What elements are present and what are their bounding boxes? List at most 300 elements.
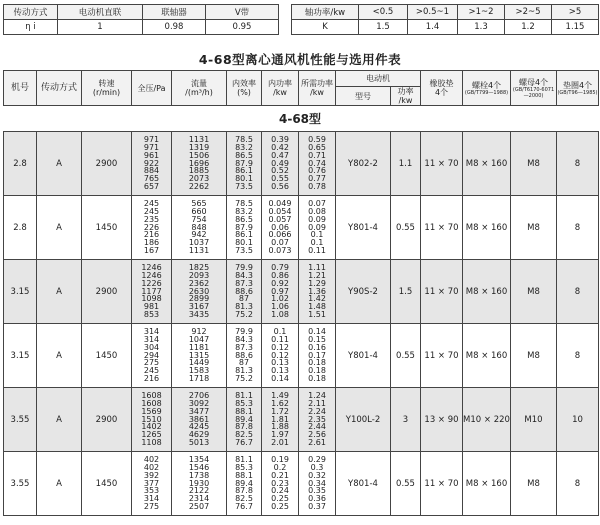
stack-value: 1108 <box>141 438 162 448</box>
stack-value: 0.34 <box>308 478 326 488</box>
cell-pressure <box>172 452 227 516</box>
cell-machine-no: 3.55 <box>4 452 37 516</box>
stack-value: 87 <box>238 294 250 304</box>
header-washer-label: 垫圈4个 <box>562 80 593 90</box>
value-stack <box>227 264 261 319</box>
stack-value: 402 <box>143 462 160 472</box>
cell-required-power <box>299 196 336 260</box>
stack-value: 2073 <box>188 174 210 184</box>
stack-value: 86.1 <box>235 166 253 176</box>
value-stack <box>172 136 226 191</box>
stack-value: 1131 <box>188 134 210 144</box>
table-cell: 0.98 <box>143 20 206 35</box>
header-rubber-pad-count: 4个 <box>434 88 449 97</box>
stack-value: 275 <box>143 358 160 368</box>
header-motor-power-unit: /kw <box>398 96 413 105</box>
table-row <box>4 196 599 260</box>
cell-internal-power <box>262 452 299 516</box>
cell-internal-power <box>262 324 299 388</box>
header-rubber-pad-label: 橡胶垫 <box>429 79 454 88</box>
stack-value: 2706 <box>188 390 210 400</box>
stack-value: 353 <box>143 486 160 496</box>
cell-rubber-pad: 11 × 70 <box>421 132 463 196</box>
stack-value: 2.24 <box>308 406 326 416</box>
header-cell: 轴功率/kw <box>292 5 359 20</box>
stack-value: 1.21 <box>308 270 326 280</box>
stack-value: 1.48 <box>308 302 326 312</box>
value-stack <box>227 136 261 191</box>
stack-value: 0.14 <box>271 374 289 384</box>
cell-speed: 1450 <box>82 196 132 260</box>
value-stack <box>227 392 261 447</box>
cell-pressure <box>172 196 227 260</box>
cell-efficiency <box>227 196 262 260</box>
stack-value: 0.07 <box>271 238 289 248</box>
stack-value: 0.29 <box>308 454 326 464</box>
stack-value: 0.25 <box>271 502 289 512</box>
stack-value: 3477 <box>188 406 210 416</box>
stack-value: 1246 <box>141 270 162 280</box>
stack-value: 3861 <box>188 414 210 424</box>
cell-washer: 8 <box>557 132 599 196</box>
stack-value: 2507 <box>188 502 210 512</box>
cell-motor-model: Y801-4 <box>336 196 391 260</box>
stack-value: 2.11 <box>308 398 326 408</box>
value-stack <box>299 136 335 191</box>
stack-value: 2.61 <box>308 438 326 448</box>
table-cell: 1.3 <box>458 20 505 35</box>
table-row <box>292 5 599 20</box>
stack-value: 2630 <box>188 286 210 296</box>
stack-value: 912 <box>191 326 207 336</box>
cell-efficiency <box>227 324 262 388</box>
stack-value: 0.09 <box>308 222 326 232</box>
table-row <box>4 324 599 388</box>
cell-rpm <box>132 388 172 452</box>
stack-value: 3435 <box>188 310 210 320</box>
value-stack <box>132 136 171 191</box>
stack-value: 84.3 <box>235 270 253 280</box>
stack-value: 76.7 <box>235 502 253 512</box>
stack-value: 87.3 <box>235 342 253 352</box>
stack-value: 2.01 <box>271 438 289 448</box>
stack-value: 87.8 <box>235 486 253 496</box>
stack-value: 86.5 <box>235 150 253 160</box>
cell-motor-power: 1.5 <box>391 260 421 324</box>
table-row <box>4 71 599 87</box>
stack-value: 0.1 <box>310 230 324 240</box>
header-cell: 联轴器 <box>143 5 206 20</box>
cell-required-power <box>299 452 336 516</box>
cell-efficiency <box>227 260 262 324</box>
header-drive: 传动方式 <box>37 71 82 106</box>
stack-value: 5013 <box>188 438 210 448</box>
cell-machine-no: 2.8 <box>4 196 37 260</box>
stack-value: 2.44 <box>308 422 326 432</box>
stack-value: 0.36 <box>308 494 326 504</box>
header-flow-unit: /(m³/h) <box>185 88 213 97</box>
stack-value: 85.3 <box>235 462 253 472</box>
stack-value: 0.32 <box>308 470 326 480</box>
header-motor-power-label: 功率 <box>397 87 414 96</box>
stack-value: 971 <box>143 134 160 144</box>
cell-motor-power: 3 <box>391 388 421 452</box>
value-stack <box>262 264 298 319</box>
stack-value: 0.12 <box>271 350 289 360</box>
stack-value: 0.86 <box>271 270 289 280</box>
header-cell: >0.5~1 <box>408 5 458 20</box>
header-washer-std: (GB/T96—1985) <box>557 89 598 96</box>
stack-value: 4245 <box>188 422 210 432</box>
stack-value: 82.5 <box>235 430 253 440</box>
stack-value: 2899 <box>188 294 210 304</box>
cell-washer: 8 <box>557 452 599 516</box>
stack-value: 1.29 <box>308 278 326 288</box>
value-stack <box>262 200 298 255</box>
stack-value: 80.1 <box>235 238 253 248</box>
stack-value: 392 <box>143 470 160 480</box>
stack-value: 1.11 <box>308 262 326 272</box>
stack-value: 402 <box>143 454 160 464</box>
header-speed <box>82 71 132 106</box>
stack-value: 81.3 <box>235 302 253 312</box>
stack-value: 81.3 <box>235 366 253 376</box>
cell-nut: M8 <box>511 324 557 388</box>
header-pressure: 全压/Pa <box>132 71 172 106</box>
stack-value: 0.39 <box>271 134 289 144</box>
stack-value: 1.97 <box>271 430 289 440</box>
stack-value: 0.42 <box>271 142 289 152</box>
cell-washer: 8 <box>557 260 599 324</box>
cell-washer: 10 <box>557 388 599 452</box>
stack-value: 88.1 <box>235 470 253 480</box>
value-stack <box>262 136 298 191</box>
header-motor-power <box>391 87 421 106</box>
stack-value: 1608 <box>141 398 162 408</box>
cell-drive: A <box>37 260 82 324</box>
stack-value: 0.09 <box>308 214 326 224</box>
stack-value: 1885 <box>188 166 210 176</box>
stack-value: 245 <box>143 206 160 216</box>
stack-value: 1608 <box>141 390 162 400</box>
table-cell: 0.95 <box>206 20 279 35</box>
value-stack <box>132 264 171 319</box>
stack-value: 1.51 <box>308 310 326 320</box>
stack-value: 78.5 <box>235 198 253 208</box>
stack-value: 216 <box>143 374 160 384</box>
stack-value: 87.9 <box>235 158 253 168</box>
header-internal-power-unit: /kw <box>273 88 287 97</box>
cell-internal-power <box>262 260 299 324</box>
header-internal-power-label: 内功率 <box>268 79 292 88</box>
page-title: 4-68型离心通风机性能与选用件表 <box>198 52 402 67</box>
stack-value: 0.74 <box>308 158 326 168</box>
cell-rpm <box>132 132 172 196</box>
stack-value: 2122 <box>188 486 210 496</box>
stack-value: 0.65 <box>308 142 326 152</box>
performance-table-header <box>3 70 599 106</box>
stack-value: 1569 <box>141 406 162 416</box>
stack-value: 0.08 <box>308 206 326 216</box>
stack-value: 76.7 <box>235 438 253 448</box>
stack-value: 0.18 <box>308 358 326 368</box>
header-internal-power <box>262 71 299 106</box>
table-cell: 1.15 <box>552 20 599 35</box>
stack-value: 73.5 <box>235 246 253 256</box>
stack-value: 0.52 <box>271 166 289 176</box>
stack-value: 565 <box>191 198 207 208</box>
stack-value: 848 <box>191 222 207 232</box>
stack-value: 1177 <box>141 286 162 296</box>
stack-value: 0.057 <box>268 214 292 224</box>
table-row <box>4 452 599 516</box>
stack-value: 0.35 <box>308 486 326 496</box>
stack-value: 1315 <box>188 350 210 360</box>
header-internal-eff-unit: (%) <box>237 88 251 97</box>
stack-value: 0.06 <box>271 222 289 232</box>
stack-value: 88.1 <box>235 406 253 416</box>
cell-speed: 2900 <box>82 132 132 196</box>
cell-drive: A <box>37 388 82 452</box>
cell-required-power <box>299 324 336 388</box>
header-required-power-label: 所需功率 <box>301 79 333 88</box>
stack-value: 1.81 <box>271 414 289 424</box>
stack-value: 86.1 <box>235 230 253 240</box>
stack-value: 981 <box>143 302 160 312</box>
stack-value: 0.78 <box>308 182 326 192</box>
header-flow <box>172 71 227 106</box>
stack-value: 0.37 <box>308 502 326 512</box>
table-row <box>4 260 599 324</box>
safety-factor-table <box>291 4 599 35</box>
stack-value: 89.4 <box>235 414 253 424</box>
header-bolt-label: 螺栓4个 <box>471 80 502 90</box>
stack-value: 0.17 <box>308 350 326 360</box>
stack-value: 0.073 <box>268 246 292 256</box>
stack-value: 2.35 <box>308 414 326 424</box>
cell-speed: 1450 <box>82 452 132 516</box>
stack-value: 0.07 <box>308 198 326 208</box>
stack-value: 1098 <box>141 294 162 304</box>
cell-rubber-pad: 11 × 70 <box>421 196 463 260</box>
stack-value: 78.5 <box>235 134 253 144</box>
cell-efficiency <box>227 132 262 196</box>
header-required-power-unit: /kw <box>310 88 324 97</box>
table-row <box>4 132 599 196</box>
table-cell: 1.2 <box>505 20 552 35</box>
stack-value: 2262 <box>188 182 210 192</box>
stack-value: 0.79 <box>271 262 289 272</box>
header-nut <box>511 71 557 106</box>
stack-value: 0.55 <box>271 174 289 184</box>
stack-value: 0.77 <box>308 174 326 184</box>
stack-value: 79.9 <box>235 326 253 336</box>
value-stack <box>227 456 261 511</box>
cell-pressure <box>172 260 227 324</box>
header-washer <box>557 71 599 106</box>
cell-motor-model: Y90S-2 <box>336 260 391 324</box>
stack-value: 0.59 <box>308 134 326 144</box>
stack-value: 0.49 <box>271 158 289 168</box>
stack-value: 304 <box>143 342 160 352</box>
stack-value: 1546 <box>188 462 210 472</box>
header-bolt-std: (GB/T799—1988) <box>464 89 509 96</box>
stack-value: 0.47 <box>271 150 289 160</box>
cell-nut: M8 <box>511 260 557 324</box>
cell-bolt: M8 × 160 <box>463 452 511 516</box>
stack-value: 1825 <box>188 262 210 272</box>
cell-internal-power <box>262 196 299 260</box>
stack-value: 216 <box>143 230 160 240</box>
header-flow-label: 流量 <box>191 79 207 88</box>
cell-drive: A <box>37 324 82 388</box>
stack-value: 83.2 <box>235 206 253 216</box>
stack-value: 0.3 <box>310 462 324 472</box>
header-cell: >1~2 <box>458 5 505 20</box>
stack-value: 87 <box>238 358 250 368</box>
cell-required-power <box>299 132 336 196</box>
cell-internal-power <box>262 388 299 452</box>
stack-value: 87.8 <box>235 422 253 432</box>
stack-value: 245 <box>143 366 160 376</box>
stack-value: 0.1 <box>273 326 287 336</box>
value-stack <box>132 456 171 511</box>
cell-motor-model: Y801-4 <box>336 324 391 388</box>
cell-nut: M8 <box>511 452 557 516</box>
cell-bolt: M8 × 160 <box>463 324 511 388</box>
stack-value: 167 <box>143 246 160 256</box>
value-stack <box>227 328 261 383</box>
cell-required-power <box>299 388 336 452</box>
table-cell: 1.4 <box>408 20 458 35</box>
stack-value: 0.18 <box>308 374 326 384</box>
stack-value: 4629 <box>188 430 210 440</box>
table-row <box>4 5 279 20</box>
table-row <box>292 20 599 35</box>
cell-drive: A <box>37 132 82 196</box>
value-stack <box>299 456 335 511</box>
stack-value: 942 <box>191 230 207 240</box>
value-stack <box>132 328 171 383</box>
stack-value: 1.24 <box>308 390 326 400</box>
stack-value: 1718 <box>188 374 210 384</box>
cell-motor-power: 1.1 <box>391 132 421 196</box>
header-internal-eff-label: 内效率 <box>232 79 256 88</box>
header-motor-model: 型号 <box>336 87 391 106</box>
cell-nut: M8 <box>511 132 557 196</box>
value-stack <box>262 456 298 511</box>
table-cell: 1.5 <box>359 20 408 35</box>
stack-value: 1181 <box>188 342 210 352</box>
stack-value: 294 <box>143 350 160 360</box>
stack-value: 85.3 <box>235 398 253 408</box>
cell-speed: 2900 <box>82 260 132 324</box>
cell-drive: A <box>37 196 82 260</box>
cell-efficiency <box>227 388 262 452</box>
header-machine-no: 机号 <box>4 71 37 106</box>
stack-value: 86.5 <box>235 214 253 224</box>
stack-value: 84.3 <box>235 334 253 344</box>
stack-value: 0.92 <box>271 278 289 288</box>
cell-efficiency <box>227 452 262 516</box>
stack-value: 1.49 <box>271 390 289 400</box>
transmission-efficiency-table <box>3 4 279 35</box>
stack-value: 1930 <box>188 478 210 488</box>
stack-value: 89.4 <box>235 478 253 488</box>
stack-value: 0.13 <box>271 366 289 376</box>
header-cell: >2~5 <box>505 5 552 20</box>
stack-value: 853 <box>143 310 160 320</box>
header-rubber-pad <box>421 71 463 106</box>
cell-motor-model: Y100L-2 <box>336 388 391 452</box>
stack-value: 3092 <box>188 398 210 408</box>
stack-value: 1449 <box>188 358 210 368</box>
cell-motor-power: 0.55 <box>391 452 421 516</box>
value-stack <box>172 392 226 447</box>
stack-value: 1738 <box>188 470 210 480</box>
value-stack <box>262 392 298 447</box>
stack-value: 1.88 <box>271 422 289 432</box>
stack-value: 1.06 <box>271 302 289 312</box>
value-stack <box>227 200 261 255</box>
stack-value: 0.14 <box>308 326 326 336</box>
cell-speed: 1450 <box>82 324 132 388</box>
cell-bolt: M8 × 160 <box>463 196 511 260</box>
cell-rpm <box>132 324 172 388</box>
table-cell: 1 <box>58 20 143 35</box>
stack-value: 0.12 <box>271 342 289 352</box>
header-bolt <box>463 71 511 106</box>
stack-value: 88.6 <box>235 286 253 296</box>
stack-value: 0.049 <box>268 198 292 208</box>
value-stack <box>172 456 226 511</box>
stack-value: 1510 <box>141 414 162 424</box>
cell-machine-no: 3.55 <box>4 388 37 452</box>
value-stack <box>299 392 335 447</box>
stack-value: 80.1 <box>235 174 253 184</box>
header-motor: 电动机 <box>336 71 421 87</box>
stack-value: 2362 <box>188 278 210 288</box>
cell-rubber-pad: 11 × 70 <box>421 260 463 324</box>
cell-rpm <box>132 196 172 260</box>
cell-washer: 8 <box>557 196 599 260</box>
stack-value: 235 <box>143 214 160 224</box>
stack-value: 87.9 <box>235 222 253 232</box>
cell-drive: A <box>37 452 82 516</box>
stack-value: 765 <box>143 174 160 184</box>
value-stack <box>262 328 298 383</box>
value-stack <box>172 200 226 255</box>
header-speed-label: 转速 <box>98 79 115 88</box>
stack-value: 657 <box>143 182 160 192</box>
stack-value: 88.6 <box>235 350 253 360</box>
stack-value: 1354 <box>188 454 210 464</box>
row-label: K <box>292 20 359 35</box>
value-stack <box>132 200 171 255</box>
stack-value: 245 <box>143 198 160 208</box>
stack-value: 754 <box>191 214 207 224</box>
cell-motor-model: Y801-4 <box>336 452 391 516</box>
stack-value: 1583 <box>188 366 210 376</box>
stack-value: 0.71 <box>308 150 326 160</box>
cell-nut: M8 <box>511 196 557 260</box>
stack-value: 2093 <box>188 270 210 280</box>
cell-rubber-pad: 13 × 90 <box>421 388 463 452</box>
header-cell: 传动方式 <box>4 5 58 20</box>
stack-value: 314 <box>143 334 160 344</box>
cell-motor-power: 0.55 <box>391 196 421 260</box>
stack-value: 1265 <box>141 430 162 440</box>
